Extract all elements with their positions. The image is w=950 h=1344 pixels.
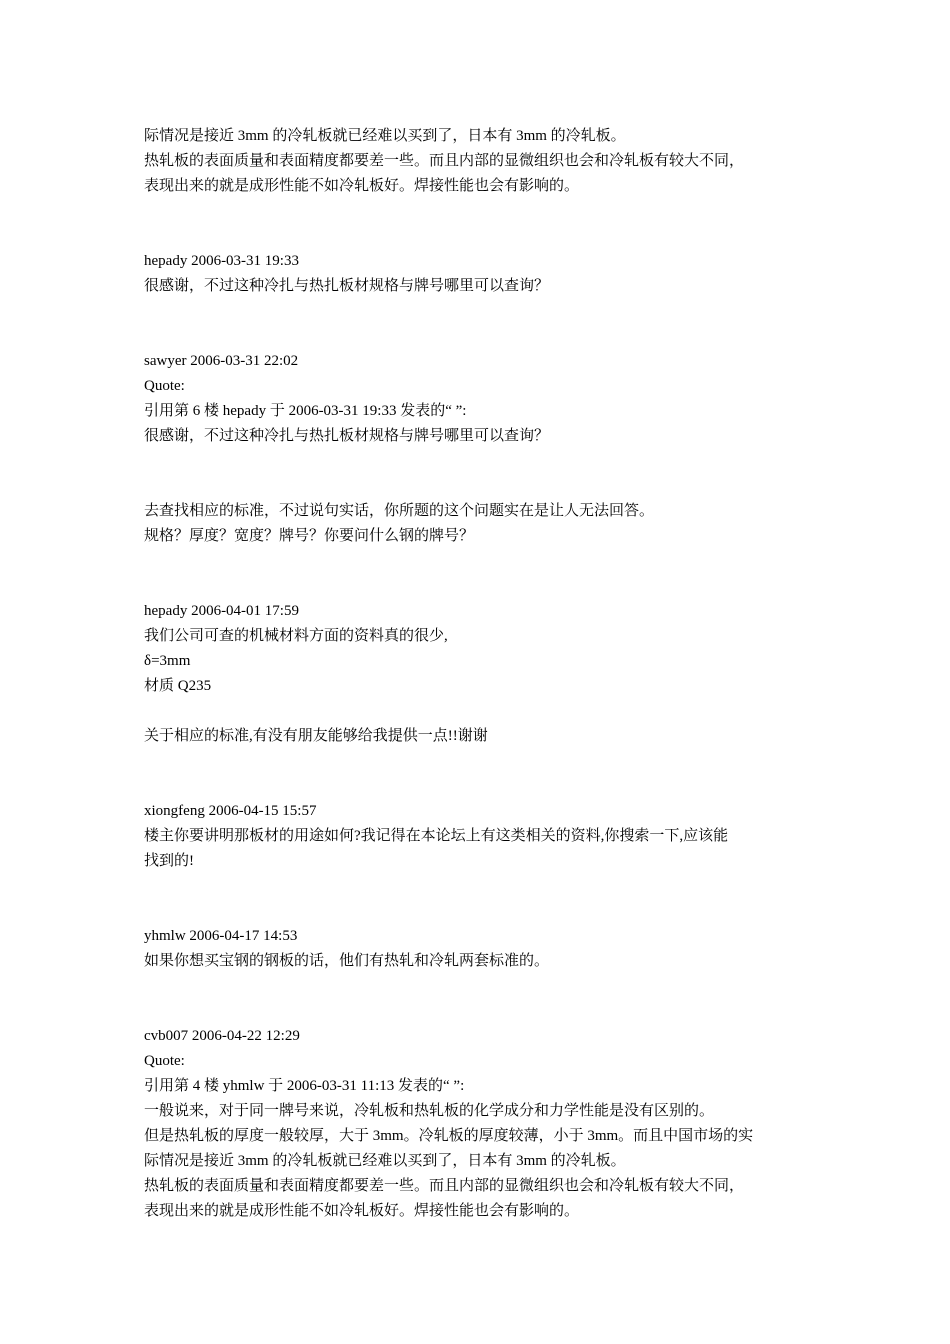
post-author-date: yhmlw 2006-04-17 14:53 [144,928,298,944]
blank-line [144,699,814,724]
text-line: 去查找相应的标准，不过说句实话，你所题的这个问题实在是让人无法回答。 [144,503,655,519]
text-line: 关于相应的标准,有没有朋友能够给我提供一点!!谢谢 [144,728,488,744]
blank-line [144,474,814,499]
text-line: 我们公司可查的机械材料方面的资料真的很少, [144,628,448,644]
document-body [144,124,814,1224]
blank-line [144,899,814,924]
blank-line [144,224,814,249]
text-line: 热轧板的表面质量和表面精度都要差一些。而且内部的显微组织也会和冷轧板有较大不同， [144,1178,745,1194]
text-line: 材质 Q235 [144,678,212,694]
quote-label: Quote: [144,378,185,394]
blank-line [144,974,814,999]
text-line: 际情况是接近 3mm 的冷轧板就已经难以买到了，日本有 3mm 的冷轧板。 [144,1153,626,1169]
blank-line [144,299,814,324]
text-line: 热轧板的表面质量和表面精度都要差一些。而且内部的显微组织也会和冷轧板有较大不同， [144,153,745,169]
text-line: 际情况是接近 3mm 的冷轧板就已经难以买到了，日本有 3mm 的冷轧板。 [144,128,626,144]
blank-line [144,999,814,1024]
text-line: 如果你想买宝钢的钢板的话，他们有热轧和冷轧两套标准的。 [144,953,550,969]
text-line: 表现出来的就是成形性能不如冷轧板好。焊接性能也会有影响的。 [144,1203,580,1219]
quote-reference: 引用第 6 楼 hepady 于 2006-03-31 19:33 发表的“ ”: [144,403,467,419]
blank-line [144,749,814,774]
text-line: 一般说来，对于同一牌号来说，冷轧板和热轧板的化学成分和力学性能是没有区别的。 [144,1103,715,1119]
blank-line [144,874,814,899]
blank-line [144,574,814,599]
blank-line [144,324,814,349]
text-line: 表现出来的就是成形性能不如冷轧板好。焊接性能也会有影响的。 [144,178,580,194]
blank-line [144,549,814,574]
post-author-date: hepady 2006-04-01 17:59 [144,603,299,619]
blank-line [144,449,814,474]
blank-line [144,199,814,224]
quote-reference: 引用第 4 楼 yhmlw 于 2006-03-31 11:13 发表的“ ”: [144,1078,465,1094]
post-author-date: xiongfeng 2006-04-15 15:57 [144,803,317,819]
text-line: δ=3mm [144,653,191,669]
text-line: 很感谢，不过这种冷扎与热扎板材规格与牌号哪里可以查询？ [144,428,550,444]
post-author-date: sawyer 2006-03-31 22:02 [144,353,299,369]
post-author-date: hepady 2006-03-31 19:33 [144,253,299,269]
text-line: 楼主你要讲明那板材的用途如何?我记得在本论坛上有这类相关的资料,你搜索一下,应该能 [144,828,729,844]
blank-line [144,774,814,799]
text-line: 很感谢，不过这种冷扎与热扎板材规格与牌号哪里可以查询？ [144,278,550,294]
quote-label: Quote: [144,1053,185,1069]
post-author-date: cvb007 2006-04-22 12:29 [144,1028,300,1044]
text-line: 找到的! [144,853,194,869]
text-line: 但是热轧板的厚度一般较厚，大于 3mm。冷轧板的厚度较薄，小于 3mm。而且中国市场的实 [144,1128,754,1144]
text-line: 规格？厚度？宽度？牌号？你要问什么钢的牌号？ [144,528,475,544]
